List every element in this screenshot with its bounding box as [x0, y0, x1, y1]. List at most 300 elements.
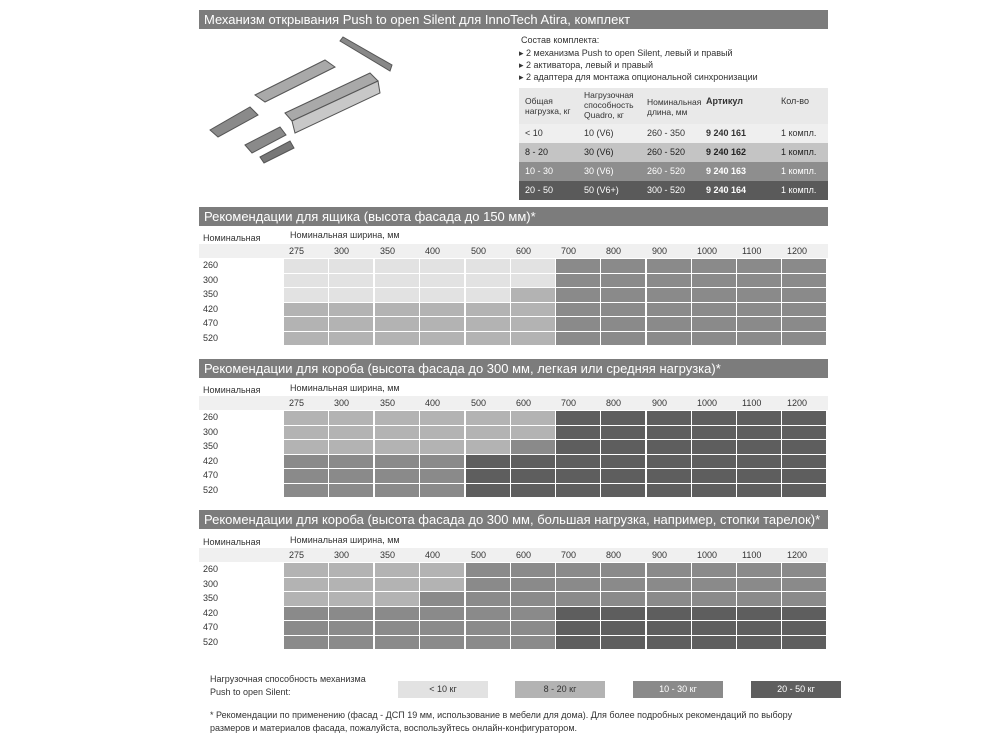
grid-cell: [782, 426, 826, 440]
grid-cell: [466, 332, 510, 346]
grid-cell: [692, 332, 736, 346]
grid-cell: [420, 332, 464, 346]
grid-cell: [782, 592, 826, 606]
grid-cell: [601, 607, 645, 621]
section-3-title: Рекомендации для короба (высота фасада до 300 мм, большая нагрузка, например, стопки тарелок)*: [199, 510, 828, 529]
grid-cell: [375, 259, 419, 273]
grid-cell: [511, 440, 555, 454]
grid-cell: [556, 440, 600, 454]
grid-cell: [782, 274, 826, 288]
length-label-300: 300: [203, 274, 219, 285]
grid-cell: [601, 621, 645, 635]
grid-cell: [647, 303, 691, 317]
grid-cell: [284, 469, 328, 483]
width-header-300: 300: [334, 246, 350, 256]
grid-cell: [782, 469, 826, 483]
length-label-470: 470: [203, 318, 219, 328]
grid-cell: [329, 259, 373, 273]
grid-cell: [692, 440, 736, 454]
grid-cell: [329, 303, 373, 317]
grid-cell: [284, 332, 328, 346]
grid-cell: [329, 455, 373, 469]
grid-cell: [511, 411, 555, 425]
grid-cell: [647, 411, 691, 425]
grid-cell: [511, 578, 555, 592]
grid-cell: [556, 411, 600, 425]
width-header-700: 700: [561, 246, 577, 256]
grid-cell: [601, 426, 645, 440]
grid-cell: [375, 455, 419, 469]
grid-cell: [466, 274, 510, 288]
grid-cell: [556, 259, 600, 273]
width-header-1200: 1200: [787, 398, 808, 408]
grid-cell: [692, 411, 736, 425]
kit-cell-article: 9 240 161: [706, 128, 747, 138]
grid-cell: [692, 469, 736, 483]
kit-header-qty: Кол-во: [781, 96, 809, 106]
grid-cell: [556, 317, 600, 331]
grid-cell: [375, 621, 419, 635]
grid-cell: [511, 563, 555, 577]
section-1-length-label: Номинальная: [203, 233, 261, 243]
grid-cell: [284, 440, 328, 454]
kit-cell-load: < 10: [525, 128, 543, 138]
length-label-520: 520: [203, 636, 219, 647]
section-1-title: Рекомендации для ящика (высота фасада до 150 мм)*: [199, 207, 828, 226]
kit-header-quadro: Нагрузочная способность Quadro, кг: [584, 90, 634, 120]
grid-cell: [556, 288, 600, 302]
grid-cell: [329, 426, 373, 440]
grid-cell: [420, 411, 464, 425]
grid-cell: [601, 592, 645, 606]
grid-cell: [420, 607, 464, 621]
grid-cell: [466, 288, 510, 302]
grid-cell: [556, 592, 600, 606]
grid-cell: [420, 469, 464, 483]
grid-cell: [692, 317, 736, 331]
grid-cell: [511, 274, 555, 288]
grid-cell: [511, 317, 555, 331]
grid-cell: [556, 621, 600, 635]
grid-cell: [466, 259, 510, 273]
grid-cell: [329, 411, 373, 425]
kit-row: [519, 124, 828, 143]
section-3-width-label: Номинальная ширина, мм: [290, 535, 400, 545]
grid-cell: [466, 303, 510, 317]
grid-cell: [284, 455, 328, 469]
width-header-500: 500: [471, 246, 487, 256]
grid-cell: [420, 317, 464, 331]
width-header-400: 400: [425, 246, 441, 256]
grid-cell: [420, 592, 464, 606]
grid-cell: [375, 636, 419, 650]
grid-cell: [466, 578, 510, 592]
grid-cell: [420, 426, 464, 440]
width-header-350: 350: [380, 246, 396, 256]
grid-cell: [782, 578, 826, 592]
kit-cell-qty: 1 компл.: [781, 147, 817, 157]
grid-cell: [737, 411, 781, 425]
width-header-300: 300: [334, 398, 350, 408]
kit-item-3: ▸ 2 адаптера для монтажа опциональной синхронизации: [519, 72, 758, 82]
width-header-1000: 1000: [697, 550, 718, 560]
width-header-1100: 1100: [742, 398, 762, 408]
grid-cell: [375, 469, 419, 483]
grid-cell: [375, 332, 419, 346]
grid-cell: [420, 288, 464, 302]
grid-cell: [782, 411, 826, 425]
grid-cell: [420, 484, 464, 498]
section-2-title: Рекомендации для короба (высота фасада до 300 мм, легкая или средняя нагрузка)*: [199, 359, 828, 378]
grid-cell: [647, 440, 691, 454]
length-label-420: 420: [203, 303, 219, 314]
grid-cell: [556, 578, 600, 592]
grid-cell: [692, 636, 736, 650]
grid-cell: [782, 563, 826, 577]
grid-cell: [556, 607, 600, 621]
kit-cell-quadro: 50 (V6+): [584, 185, 619, 195]
kit-cell-length: 300 - 520: [647, 185, 686, 195]
width-header-900: 900: [652, 246, 668, 256]
grid-cell: [466, 484, 510, 498]
grid-cell: [420, 621, 464, 635]
kit-header-length: Номинальная длина, мм: [647, 97, 702, 117]
grid-cell: [647, 288, 691, 302]
grid-cell: [329, 317, 373, 331]
grid-cell: [737, 607, 781, 621]
width-header-900: 900: [652, 398, 668, 408]
width-header-900: 900: [652, 550, 668, 560]
grid-cell: [737, 426, 781, 440]
grid-cell: [420, 274, 464, 288]
width-header-500: 500: [471, 398, 487, 408]
grid-cell: [556, 455, 600, 469]
grid-cell: [647, 636, 691, 650]
page-title: Механизм открывания Push to open Silent для InnoTech Atira, комплект: [199, 10, 828, 29]
width-header-275: 275: [289, 550, 305, 560]
kit-cell-quadro: 30 (V6): [584, 147, 614, 157]
footnote: * Рекомендации по применению (фасад - ДСП 19 мм, использование в мебели для дома). Для более подробных рекомендаций по выбору размеров и материалов фасада, пожалуйста, воспользуйтесь онлайн-конфигуратором.: [210, 710, 793, 733]
grid-cell: [466, 592, 510, 606]
width-header-700: 700: [561, 550, 577, 560]
length-label-260: 260: [203, 412, 219, 422]
kit-cell-article: 9 240 163: [706, 166, 747, 176]
grid-cell: [601, 469, 645, 483]
grid-cell: [329, 621, 373, 635]
grid-cell: [782, 259, 826, 273]
grid-cell: [511, 288, 555, 302]
grid-cell: [466, 636, 510, 650]
width-header-350: 350: [380, 550, 396, 560]
grid-cell: [601, 455, 645, 469]
grid-cell: [511, 259, 555, 273]
grid-cell: [466, 426, 510, 440]
length-label-260: 260: [203, 260, 219, 270]
grid-cell: [375, 288, 419, 302]
width-header-1000: 1000: [697, 398, 718, 408]
grid-cell: [329, 274, 373, 288]
grid-cell: [692, 455, 736, 469]
grid-cell: [601, 411, 645, 425]
grid-cell: [601, 332, 645, 346]
width-header-1200: 1200: [787, 246, 808, 256]
length-label-520: 520: [203, 332, 219, 343]
grid-cell: [647, 607, 691, 621]
section-2-width-label: Номинальная ширина, мм: [290, 383, 400, 393]
grid-cell: [466, 563, 510, 577]
legend-item-10-30: 10 - 30 кг: [633, 681, 723, 698]
grid-cell: [284, 621, 328, 635]
grid-cell: [329, 636, 373, 650]
grid-cell: [284, 484, 328, 498]
grid-cell: [692, 607, 736, 621]
grid-cell: [511, 484, 555, 498]
grid-cell: [601, 259, 645, 273]
width-header-300: 300: [334, 550, 350, 560]
grid-cell: [329, 288, 373, 302]
grid-cell: [284, 274, 328, 288]
kit-cell-qty: 1 компл.: [781, 185, 817, 195]
length-label-300: 300: [203, 426, 219, 437]
length-label-260: 260: [203, 564, 219, 574]
grid-cell: [284, 411, 328, 425]
length-label-470: 470: [203, 470, 219, 480]
grid-cell: [647, 484, 691, 498]
grid-cell: [375, 411, 419, 425]
kit-cell-length: 260 - 520: [647, 166, 686, 176]
width-header-1000: 1000: [697, 246, 718, 256]
kit-cell-load: 10 - 30: [525, 166, 554, 176]
kit-cell-article: 9 240 164: [706, 185, 747, 195]
grid-cell: [737, 303, 781, 317]
width-header-600: 600: [516, 550, 532, 560]
grid-cell: [556, 274, 600, 288]
grid-cell: [782, 332, 826, 346]
grid-cell: [601, 440, 645, 454]
grid-cell: [647, 469, 691, 483]
grid-cell: [284, 288, 328, 302]
grid-cell: [375, 274, 419, 288]
grid-cell: [466, 469, 510, 483]
grid-cell: [737, 469, 781, 483]
width-header-275: 275: [289, 398, 305, 408]
grid-cell: [329, 607, 373, 621]
grid-cell: [375, 592, 419, 606]
grid-cell: [647, 317, 691, 331]
grid-cell: [375, 578, 419, 592]
grid-cell: [511, 469, 555, 483]
width-header-800: 800: [606, 246, 622, 256]
grid-cell: [737, 274, 781, 288]
grid-cell: [556, 332, 600, 346]
grid-cell: [375, 317, 419, 331]
grid-cell: [556, 636, 600, 650]
width-header-700: 700: [561, 398, 577, 408]
length-label-350: 350: [203, 593, 219, 603]
grid-cell: [284, 317, 328, 331]
grid-cell: [284, 259, 328, 273]
kit-row: [519, 162, 828, 181]
grid-cell: [782, 621, 826, 635]
kit-row: [519, 181, 828, 200]
grid-cell: [737, 455, 781, 469]
kit-cell-quadro: 10 (V6): [584, 128, 614, 138]
grid-cell: [737, 484, 781, 498]
width-header-500: 500: [471, 550, 487, 560]
grid-cell: [692, 621, 736, 635]
grid-cell: [601, 288, 645, 302]
width-header-400: 400: [425, 398, 441, 408]
width-header-400: 400: [425, 550, 441, 560]
width-header-350: 350: [380, 398, 396, 408]
kit-item-1: ▸ 2 механизма Push to open Silent, левый и правый: [519, 48, 733, 58]
grid-cell: [375, 440, 419, 454]
grid-cell: [466, 440, 510, 454]
grid-cell: [737, 592, 781, 606]
grid-cell: [737, 332, 781, 346]
grid-cell: [556, 469, 600, 483]
grid-cell: [284, 578, 328, 592]
grid-cell: [420, 563, 464, 577]
grid-cell: [375, 426, 419, 440]
grid-cell: [556, 563, 600, 577]
grid-cell: [737, 259, 781, 273]
grid-cell: [511, 621, 555, 635]
grid-cell: [737, 578, 781, 592]
grid-cell: [511, 455, 555, 469]
grid-cell: [556, 484, 600, 498]
grid-cell: [284, 636, 328, 650]
section-3-length-label: Номинальная: [203, 537, 261, 547]
grid-cell: [466, 621, 510, 635]
grid-cell: [329, 484, 373, 498]
grid-cell: [375, 607, 419, 621]
grid-cell: [375, 303, 419, 317]
grid-cell: [329, 578, 373, 592]
grid-cell: [284, 563, 328, 577]
grid-cell: [284, 426, 328, 440]
grid-cell: [782, 484, 826, 498]
legend-label: Нагрузочная способность механизма Push to open Silent:: [210, 674, 366, 697]
grid-cell: [284, 303, 328, 317]
width-header-800: 800: [606, 398, 622, 408]
grid-cell: [647, 426, 691, 440]
width-header-800: 800: [606, 550, 622, 560]
grid-cell: [420, 440, 464, 454]
grid-cell: [511, 636, 555, 650]
grid-cell: [692, 303, 736, 317]
grid-cell: [329, 440, 373, 454]
kit-cell-load: 20 - 50: [525, 185, 554, 195]
grid-cell: [466, 317, 510, 331]
length-label-420: 420: [203, 455, 219, 466]
grid-cell: [601, 303, 645, 317]
grid-cell: [601, 636, 645, 650]
kit-row: [519, 143, 828, 162]
length-label-520: 520: [203, 484, 219, 495]
length-label-470: 470: [203, 622, 219, 632]
width-header-600: 600: [516, 398, 532, 408]
length-label-350: 350: [203, 289, 219, 299]
grid-cell: [420, 259, 464, 273]
grid-cell: [692, 426, 736, 440]
width-header-1100: 1100: [742, 550, 762, 560]
kit-cell-load: 8 - 20: [525, 147, 549, 157]
grid-cell: [420, 455, 464, 469]
grid-cell: [737, 621, 781, 635]
grid-cell: [329, 469, 373, 483]
grid-cell: [647, 455, 691, 469]
grid-cell: [737, 288, 781, 302]
grid-cell: [692, 578, 736, 592]
grid-cell: [420, 578, 464, 592]
grid-cell: [375, 484, 419, 498]
grid-cell: [782, 303, 826, 317]
grid-cell: [782, 636, 826, 650]
kit-heading: Состав комплекта:: [521, 35, 600, 45]
legend-item-20-50: 20 - 50 кг: [751, 681, 841, 698]
section-1-width-label: Номинальная ширина, мм: [290, 230, 400, 240]
grid-cell: [511, 592, 555, 606]
kit-cell-qty: 1 компл.: [781, 128, 817, 138]
grid-cell: [601, 484, 645, 498]
grid-cell: [284, 592, 328, 606]
length-label-350: 350: [203, 441, 219, 451]
grid-cell: [466, 607, 510, 621]
grid-cell: [782, 607, 826, 621]
length-label-300: 300: [203, 578, 219, 589]
grid-cell: [601, 563, 645, 577]
grid-cell: [692, 592, 736, 606]
grid-cell: [420, 636, 464, 650]
width-header-600: 600: [516, 246, 532, 256]
grid-cell: [647, 274, 691, 288]
grid-cell: [737, 440, 781, 454]
grid-cell: [782, 440, 826, 454]
grid-cell: [737, 317, 781, 331]
grid-cell: [647, 563, 691, 577]
grid-cell: [647, 621, 691, 635]
grid-cell: [511, 332, 555, 346]
kit-cell-quadro: 30 (V6): [584, 166, 614, 176]
kit-header-load: Общая нагрузка, кг: [525, 96, 571, 116]
grid-cell: [466, 455, 510, 469]
width-header-1100: 1100: [742, 246, 762, 256]
grid-cell: [647, 578, 691, 592]
grid-cell: [647, 592, 691, 606]
section-2-length-label: Номинальная: [203, 385, 261, 395]
grid-cell: [647, 332, 691, 346]
kit-header-article: Артикул: [706, 96, 743, 106]
legend-item-lt10: < 10 кг: [398, 681, 488, 698]
grid-cell: [692, 259, 736, 273]
grid-cell: [556, 426, 600, 440]
grid-cell: [511, 607, 555, 621]
grid-cell: [692, 563, 736, 577]
grid-cell: [782, 288, 826, 302]
grid-cell: [737, 636, 781, 650]
grid-cell: [782, 455, 826, 469]
grid-cell: [601, 317, 645, 331]
grid-cell: [511, 303, 555, 317]
kit-cell-qty: 1 компл.: [781, 166, 817, 176]
grid-cell: [737, 563, 781, 577]
kit-item-2: ▸ 2 активатора, левый и правый: [519, 60, 653, 70]
grid-cell: [284, 607, 328, 621]
width-header-275: 275: [289, 246, 305, 256]
grid-cell: [329, 592, 373, 606]
legend-item-8-20: 8 - 20 кг: [515, 681, 605, 698]
